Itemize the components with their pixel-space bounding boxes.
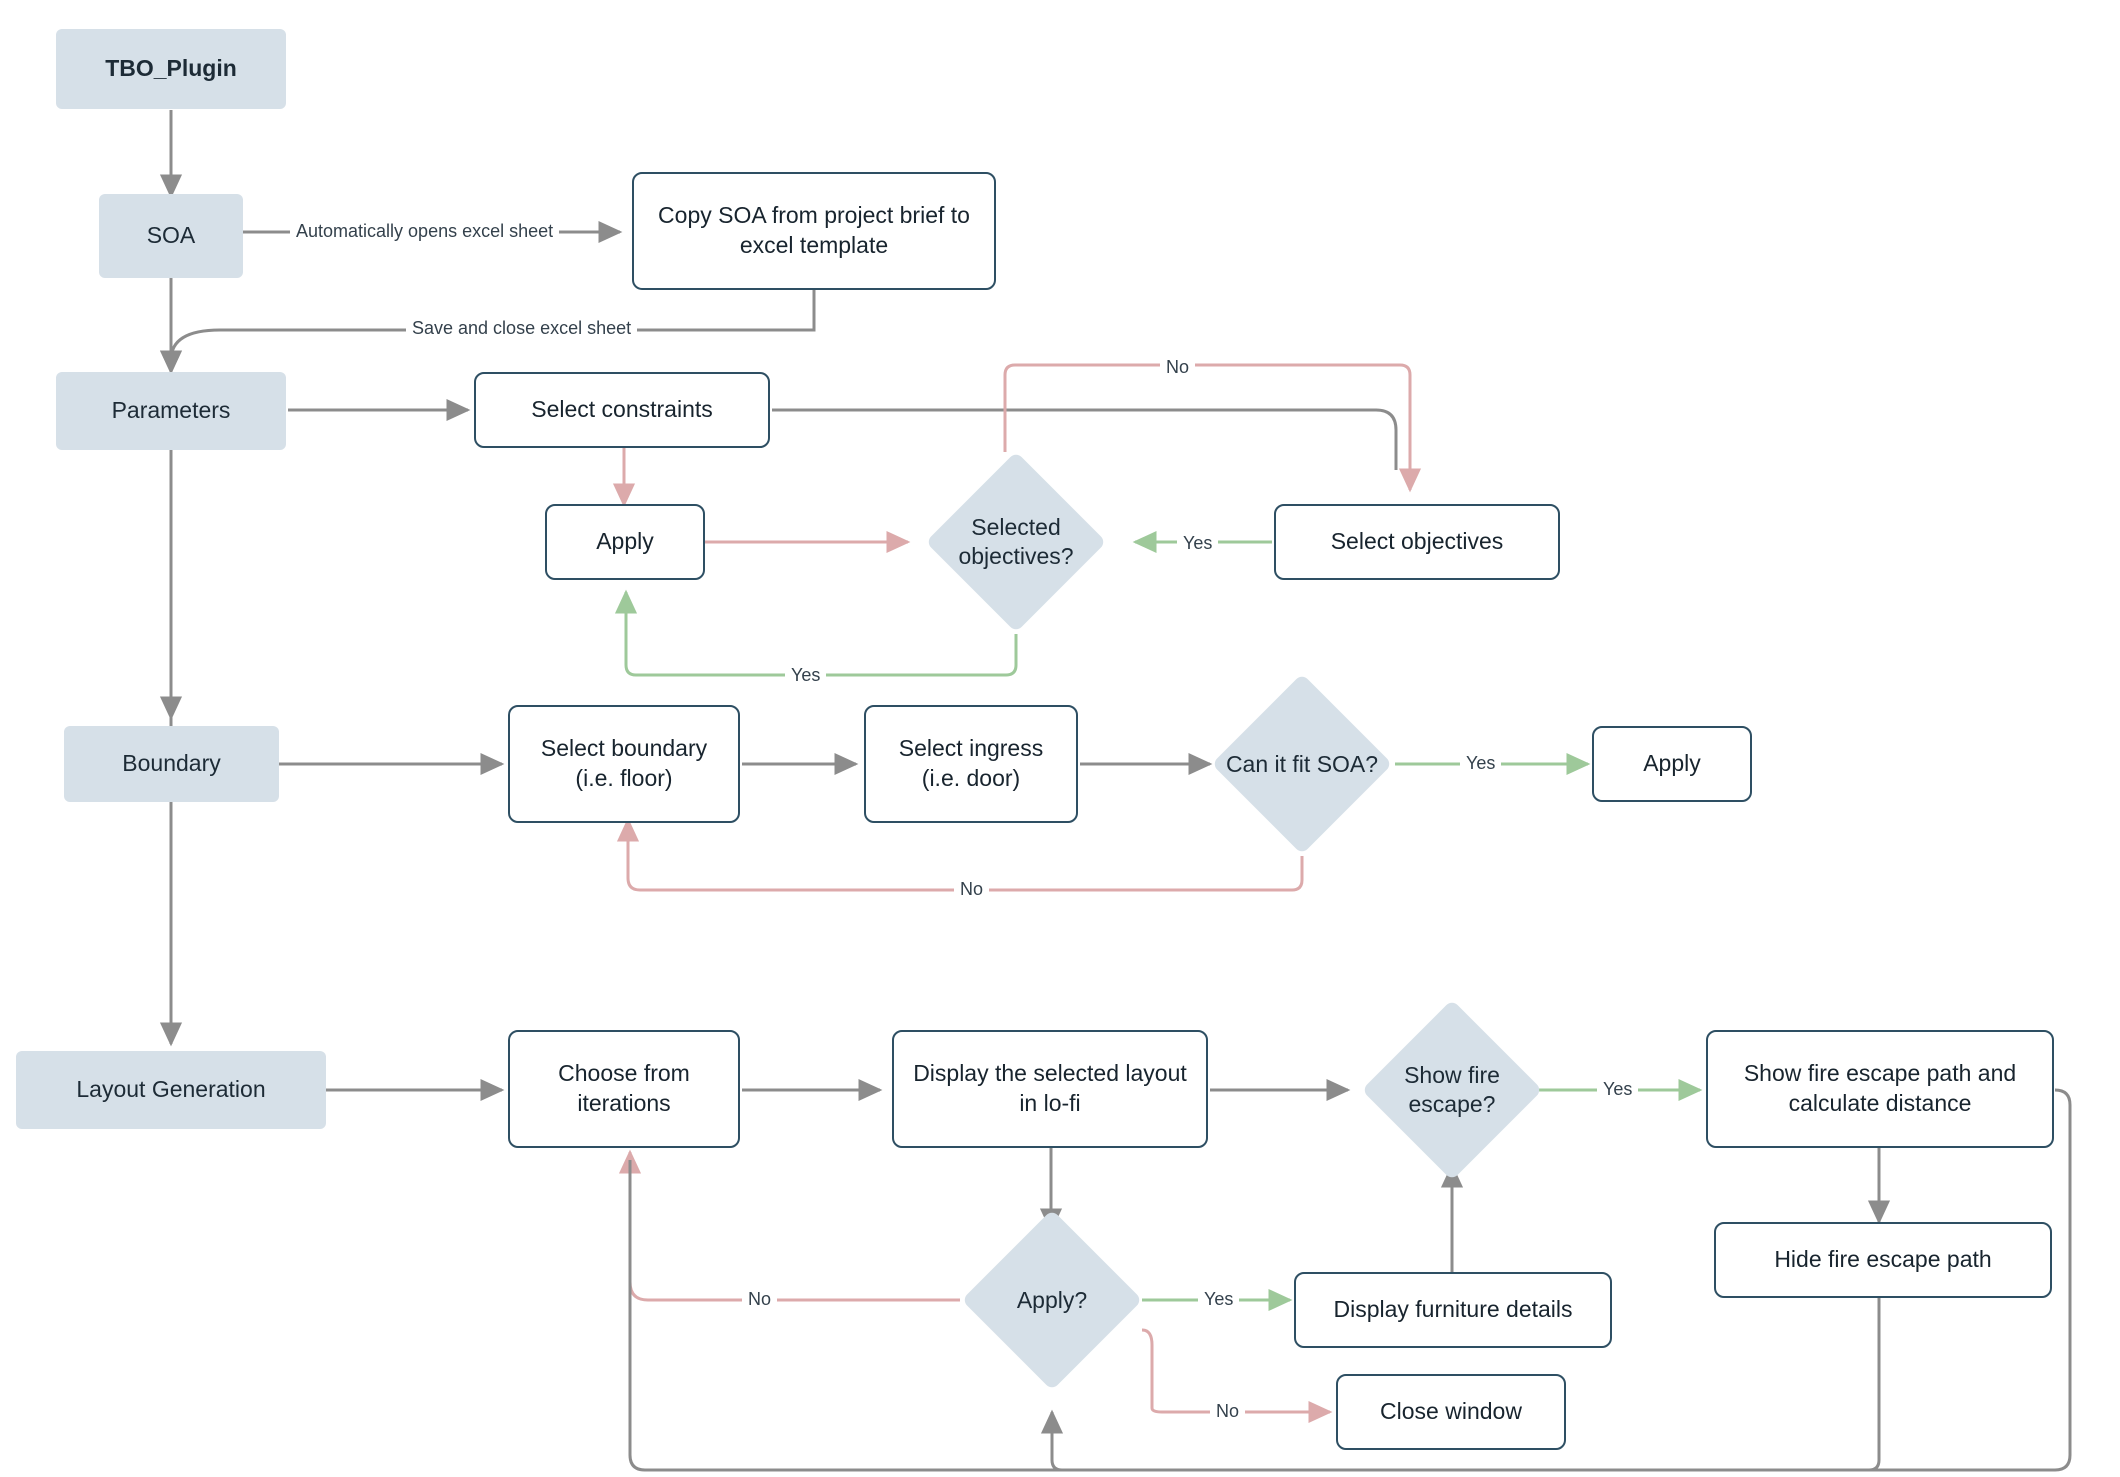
- process-label: Display furniture details: [1333, 1296, 1573, 1323]
- edge-label-apply-no-bottom: [1210, 1399, 1245, 1424]
- edge-label-fit-yes: [1460, 751, 1501, 776]
- edge-label-objectives-no: [1160, 355, 1195, 380]
- process-apply-parameters[interactable]: [545, 504, 705, 580]
- edge-label-save-close-excel: [406, 316, 637, 341]
- stage-label: SOA: [146, 222, 196, 249]
- edge-label-fire-yes: [1597, 1077, 1638, 1102]
- edge-label-objectives-yes-right: [1177, 531, 1218, 556]
- process-label: Choose from iterations: [558, 1060, 690, 1116]
- edge-label-apply-no-left: [742, 1287, 777, 1312]
- process-label: Copy SOA from project brief to excel template: [658, 202, 970, 258]
- process-show-fire-escape-path[interactable]: [1706, 1030, 2054, 1148]
- edge-label-apply-yes: [1198, 1287, 1239, 1312]
- process-select-ingress[interactable]: [864, 705, 1078, 823]
- process-label: Select objectives: [1330, 528, 1504, 555]
- edge-label-text: Yes: [1183, 533, 1213, 553]
- process-select-boundary[interactable]: [508, 705, 740, 823]
- edge-label-text: Automatically opens excel sheet: [296, 221, 554, 241]
- decision-label: Can it fit SOA?: [1225, 750, 1379, 777]
- process-label: Apply: [1643, 750, 1701, 777]
- process-select-objectives[interactable]: [1274, 504, 1560, 580]
- process-hide-fire-escape-path[interactable]: [1714, 1222, 2052, 1298]
- edge-label-text: No: [748, 1289, 772, 1309]
- process-copy-soa[interactable]: [632, 172, 996, 290]
- process-label: Apply: [596, 528, 654, 555]
- stage-soa[interactable]: [99, 194, 243, 278]
- process-display-furniture-details[interactable]: [1294, 1272, 1612, 1348]
- stage-label: Parameters: [111, 397, 231, 424]
- process-close-window[interactable]: [1336, 1374, 1566, 1450]
- process-select-constraints[interactable]: [474, 372, 770, 448]
- process-label: Select ingress (i.e. door): [898, 735, 1044, 791]
- stage-boundary[interactable]: [64, 726, 279, 802]
- edge-label-text: Yes: [1204, 1289, 1234, 1309]
- process-label: Show fire escape path and calculate distance: [1743, 1060, 2017, 1116]
- edge-label-text: Save and close excel sheet: [412, 318, 632, 338]
- stage-layout-generation[interactable]: [16, 1051, 326, 1129]
- process-label: Close window: [1380, 1398, 1522, 1425]
- process-label: Select boundary (i.e. floor): [540, 735, 708, 791]
- decision-label: Apply?: [1016, 1286, 1088, 1313]
- process-label: Hide fire escape path: [1774, 1246, 1992, 1273]
- stage-parameters[interactable]: [56, 372, 286, 450]
- decision-can-it-fit-soa[interactable]: [1225, 700, 1379, 828]
- stage-label: TBO_Plugin: [105, 55, 237, 82]
- edge-label-auto-open-excel: [290, 219, 559, 244]
- stage-label: Boundary: [122, 750, 221, 777]
- decision-show-fire-escape[interactable]: [1388, 1026, 1516, 1154]
- edge-label-text: No: [1166, 357, 1190, 377]
- decision-apply-layout[interactable]: [988, 1236, 1116, 1364]
- decision-selected-objectives[interactable]: [952, 478, 1080, 606]
- edge-label-text: Yes: [1603, 1079, 1633, 1099]
- decision-label: Show fire escape?: [1404, 1062, 1500, 1117]
- process-label: Select constraints: [531, 396, 713, 423]
- process-choose-iterations[interactable]: [508, 1030, 740, 1148]
- edge-label-fit-no: [954, 877, 989, 902]
- process-display-layout[interactable]: [892, 1030, 1208, 1148]
- process-apply-boundary[interactable]: [1592, 726, 1752, 802]
- edge-label-text: No: [960, 879, 984, 899]
- stage-tbo-plugin[interactable]: [56, 29, 286, 109]
- edge-label-text: Yes: [791, 665, 821, 685]
- process-label: Display the selected layout in lo-fi: [913, 1060, 1187, 1116]
- stage-label: Layout Generation: [76, 1076, 266, 1103]
- edge-label-text: Yes: [1466, 753, 1496, 773]
- decision-label: Selected objectives?: [958, 514, 1074, 569]
- edge-label-text: No: [1216, 1401, 1240, 1421]
- edge-label-objectives-yes-bottom: [785, 663, 826, 688]
